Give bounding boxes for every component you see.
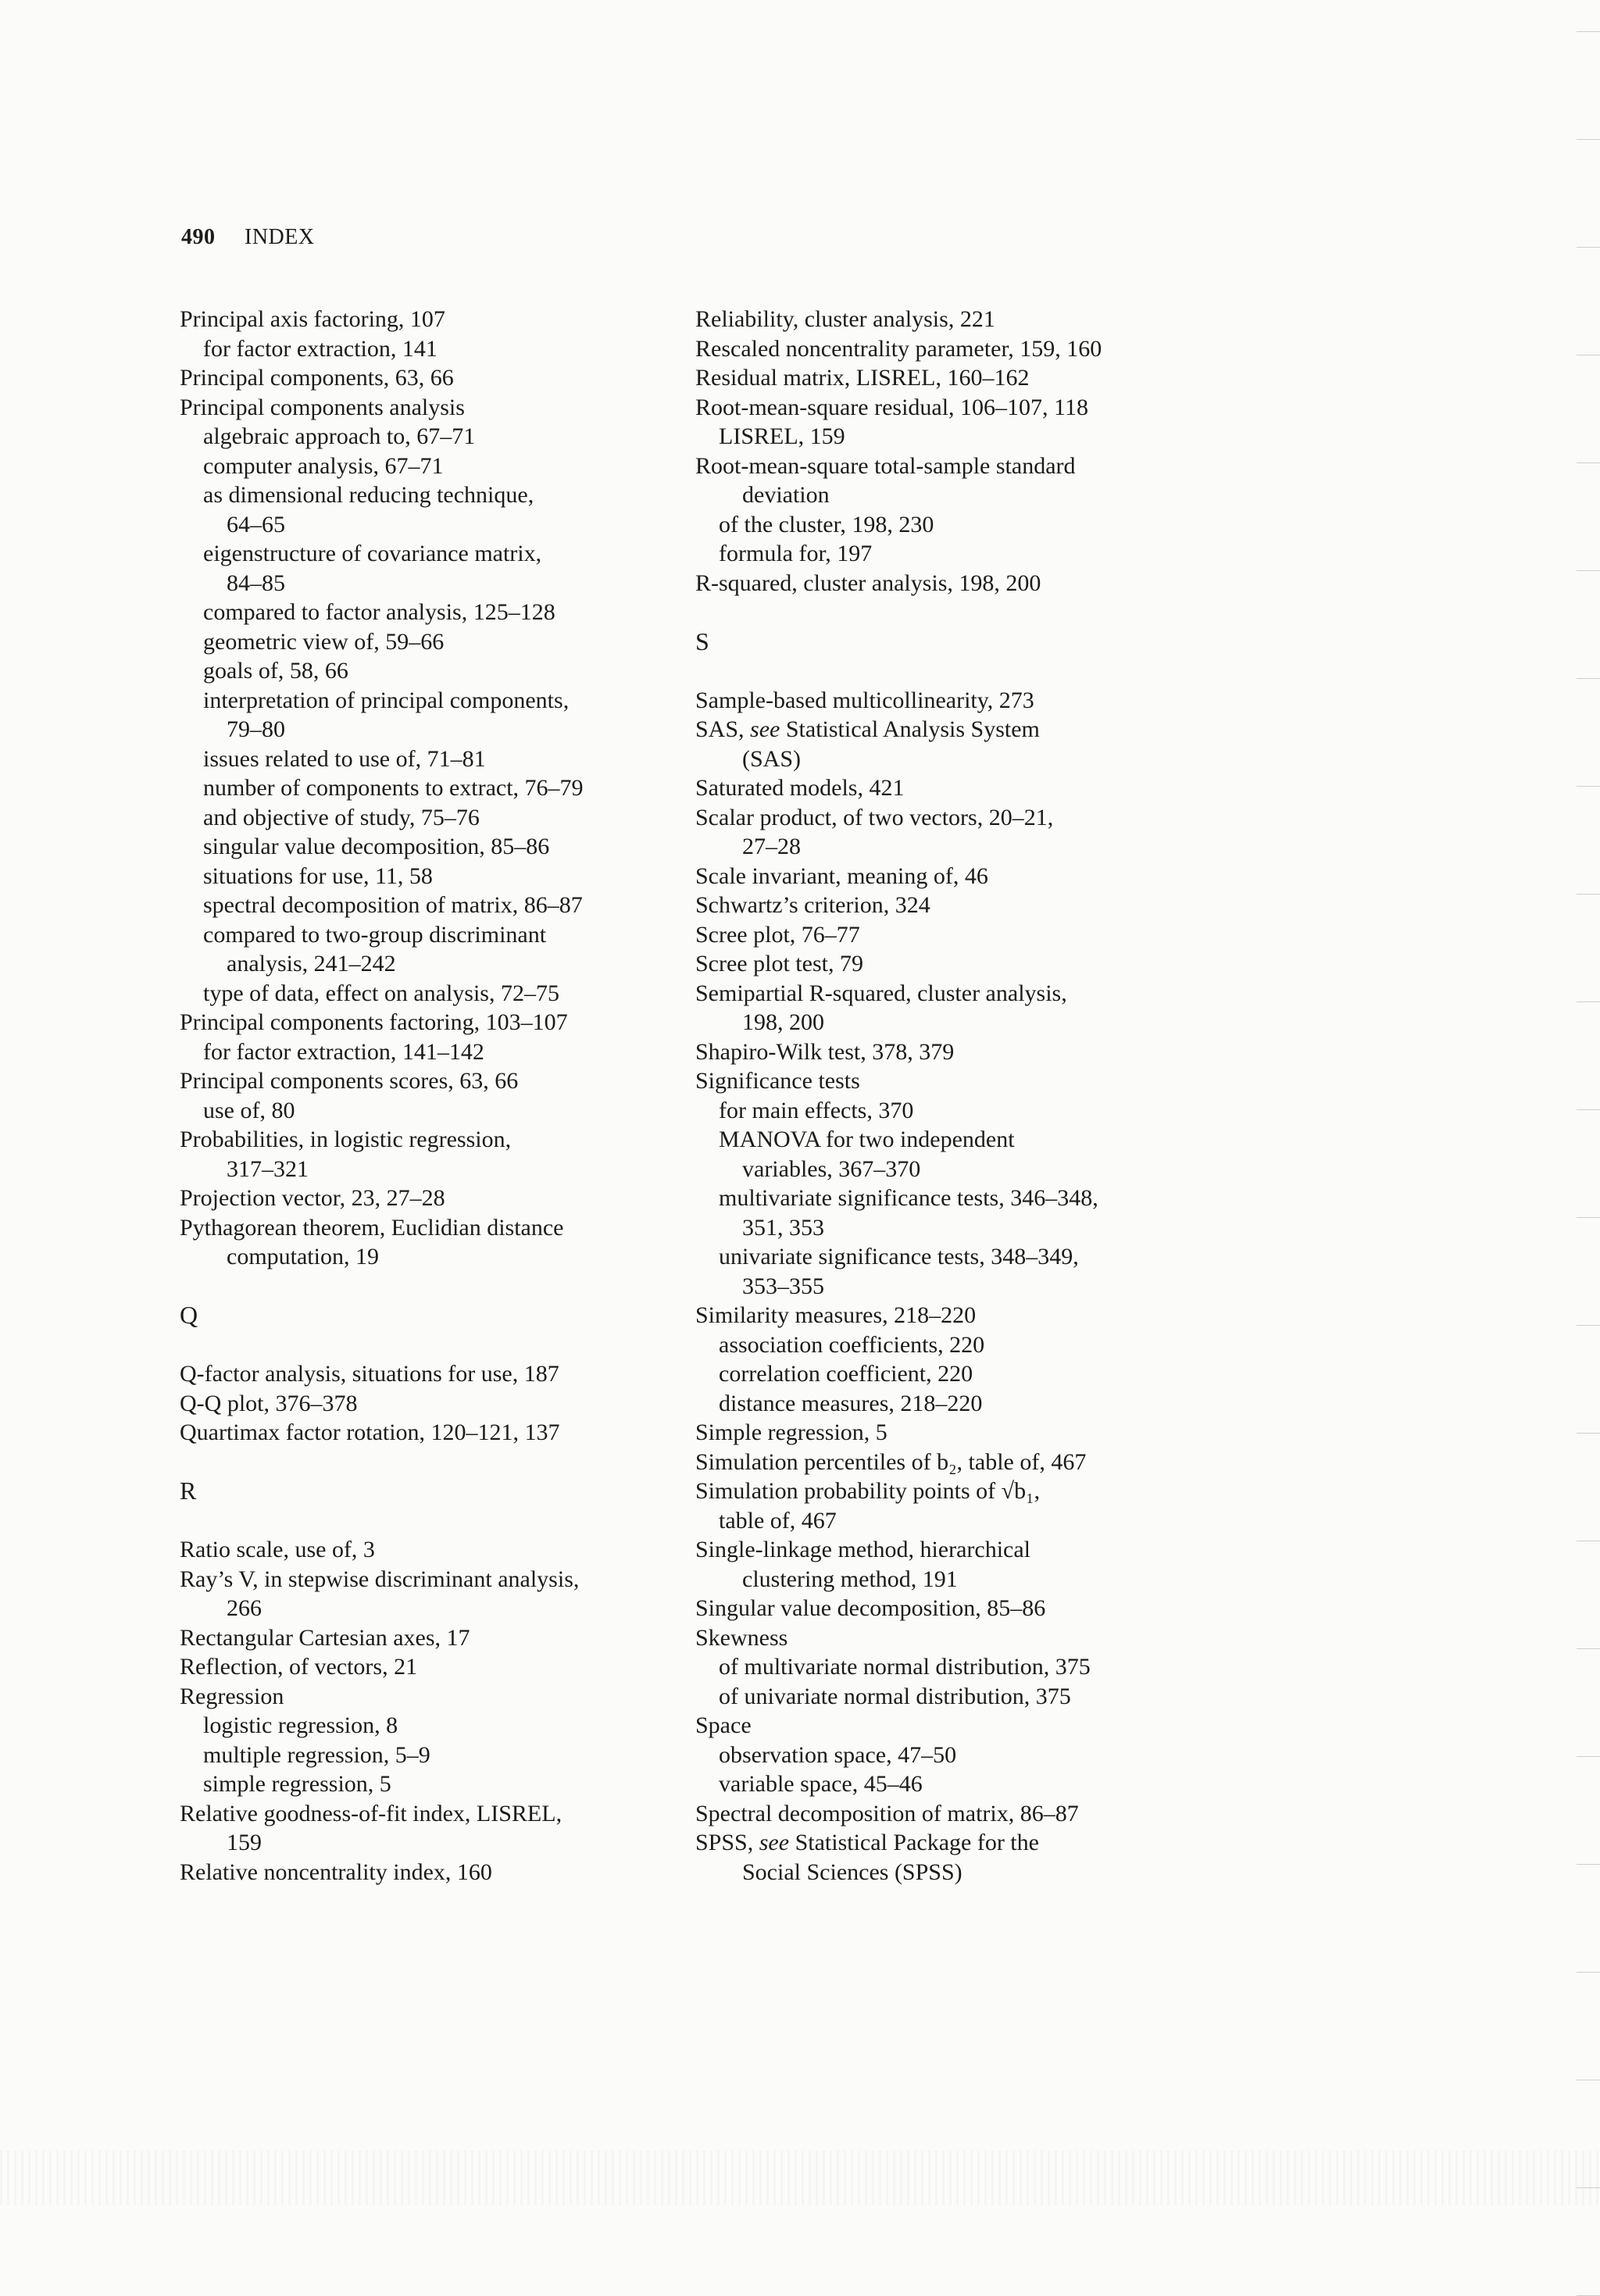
index-entry: Principal components scores, 63, 66	[180, 1068, 519, 1094]
index-subentry: use of, 80	[203, 1097, 295, 1123]
index-subentry: goals of, 58, 66	[203, 658, 348, 684]
index-subentry: for factor extraction, 141–142	[203, 1038, 484, 1065]
section-letter: S	[695, 627, 709, 655]
edge-tick	[1577, 1972, 1600, 1973]
index-subentry: as dimensional reducing technique,	[203, 482, 534, 508]
spacer	[180, 1272, 680, 1302]
index-subentry: multivariate significance tests, 346–348,	[719, 1185, 1098, 1211]
index-entry: Similarity measures, 218–220	[695, 1302, 977, 1328]
edge-tick	[1577, 570, 1600, 571]
index-entry: Sample-based multicollinearity, 273	[695, 687, 1034, 713]
entry-text: SAS,	[695, 716, 751, 742]
edge-tick	[1577, 139, 1600, 140]
page-number: 490	[181, 225, 216, 249]
index-entry: Regression	[180, 1683, 284, 1709]
index-subentry: analysis, 241–242	[227, 951, 396, 977]
edge-tick	[1577, 1864, 1600, 1865]
index-entry: Relative goodness-of-fit index, LISREL,	[180, 1800, 562, 1826]
index-entry: Ray’s V, in stepwise discriminant analysis,	[180, 1566, 580, 1592]
index-subentry: 79–80	[227, 716, 285, 742]
index-entry: Root-mean-square total-sample standard	[695, 452, 1076, 479]
index-subentry: LISREL, 159	[719, 423, 845, 449]
index-subentry: situations for use, 11, 58	[203, 862, 433, 889]
edge-tick	[1577, 786, 1600, 787]
index-entry: Q-factor analysis, situations for use, 187	[180, 1361, 559, 1387]
running-title: INDEX	[245, 225, 315, 249]
entry-text: Statistical Analysis System	[780, 716, 1040, 742]
index-subentry: correlation coefficient, 220	[719, 1361, 973, 1387]
index-subentry: 27–28	[742, 834, 801, 859]
index-subentry: univariate significance tests, 348–349,	[719, 1244, 1079, 1269]
index-entry: Semipartial R-squared, cluster analysis,	[695, 980, 1067, 1006]
index-entry: Scree plot test, 79	[695, 951, 863, 977]
index-entry: Projection vector, 23, 27–28	[180, 1185, 445, 1211]
index-subentry: interpretation of principal components,	[203, 687, 570, 713]
index-entry: Singular value decomposition, 85–86	[695, 1595, 1046, 1621]
index-subentry: 159	[227, 1830, 262, 1855]
index-subentry: MANOVA for two independent	[719, 1127, 1015, 1152]
index-entry: Reflection, of vectors, 21	[180, 1654, 418, 1680]
index-entry: Reliability, cluster analysis, 221	[695, 306, 995, 332]
index-column-left	[180, 305, 680, 1887]
edge-tick	[1577, 31, 1600, 32]
index-entry	[695, 1828, 1258, 1858]
spacer	[180, 1330, 680, 1360]
index-entry	[695, 715, 1258, 745]
index-entry: Q-Q plot, 376–378	[180, 1390, 358, 1416]
edge-tick	[1577, 678, 1600, 679]
index-entry: Principal components analysis	[180, 394, 465, 420]
index-entry: Quartimax factor rotation, 120–121, 137	[180, 1419, 560, 1445]
section-letter: R	[180, 1477, 197, 1505]
index-entry: Spectral decomposition of matrix, 86–87	[695, 1800, 1079, 1826]
entry-text: Statistical Package for the	[789, 1830, 1039, 1855]
index-entry: Principal components, 63, 66	[180, 365, 454, 391]
spacer	[180, 1448, 680, 1477]
index-subentry: of multivariate normal distribution, 375	[719, 1654, 1091, 1680]
index-subentry: of the cluster, 198, 230	[719, 511, 934, 537]
index-entry: Probabilities, in logistic regression,	[180, 1127, 512, 1152]
index-entry: Principal axis factoring, 107	[180, 306, 445, 332]
index-entry: Residual matrix, LISREL, 160–162	[695, 365, 1030, 391]
index-entry: Rectangular Cartesian axes, 17	[180, 1624, 470, 1651]
edge-tick	[1577, 1433, 1600, 1434]
index-entry: Scree plot, 76–77	[695, 921, 860, 948]
index-subentry: observation space, 47–50	[719, 1741, 957, 1768]
index-subentry: multiple regression, 5–9	[203, 1741, 430, 1768]
edge-tick	[1577, 1756, 1600, 1757]
index-subentry: 198, 200	[742, 1009, 824, 1035]
index-entry: Rescaled noncentrality parameter, 159, 160	[695, 335, 1102, 362]
section-letter: Q	[180, 1301, 198, 1329]
index-entry: Root-mean-square residual, 106–107, 118	[695, 394, 1088, 420]
index-subentry: 266	[227, 1595, 262, 1621]
spacer	[695, 656, 1258, 686]
edge-tick	[1577, 1325, 1600, 1326]
edge-tick	[1577, 2187, 1600, 2188]
index-entry: Schwartz’s criterion, 324	[695, 892, 930, 918]
index-subentry: type of data, effect on analysis, 72–75	[203, 980, 559, 1006]
edge-tick	[1577, 247, 1600, 248]
edge-tick	[1577, 1109, 1600, 1110]
index-subentry: and objective of study, 75–76	[203, 804, 480, 830]
index-subentry: eigenstructure of covariance matrix,	[203, 541, 542, 566]
spacer	[695, 598, 1258, 627]
index-entry: Simulation percentiles of b₂, table of, 467	[695, 1448, 1087, 1475]
index-entry: Significance tests	[695, 1068, 860, 1094]
index-entry: Shapiro-Wilk test, 378, 379	[695, 1038, 955, 1065]
index-subentry: number of components to extract, 76–79	[203, 775, 584, 801]
edge-tick	[1577, 1217, 1600, 1218]
edge-tick	[1577, 462, 1600, 463]
index-subentry: geometric view of, 59–66	[203, 628, 445, 655]
index-entry: Single-linkage method, hierarchical	[695, 1537, 1031, 1562]
index-subentry: for main effects, 370	[719, 1097, 914, 1123]
index-subentry: formula for, 197	[719, 541, 873, 566]
scan-noise-strip	[0, 2151, 1600, 2205]
index-subentry: simple regression, 5	[203, 1771, 391, 1797]
index-subentry: 64–65	[227, 511, 285, 537]
index-entry: Simple regression, 5	[695, 1419, 888, 1445]
index-subentry: variable space, 45–46	[719, 1771, 923, 1797]
see-reference: see	[750, 716, 780, 742]
index-column-right	[695, 305, 1258, 1887]
index-entry: Space	[695, 1712, 752, 1738]
index-entry: Scalar product, of two vectors, 20–21,	[695, 804, 1054, 830]
index-entry: Relative noncentrality index, 160	[180, 1859, 492, 1885]
spacer	[180, 1506, 680, 1536]
index-subentry: computer analysis, 67–71	[203, 452, 444, 479]
index-subentry: variables, 367–370	[742, 1155, 921, 1182]
index-entry: R-squared, cluster analysis, 198, 200	[695, 570, 1041, 596]
entry-text: SPSS,	[695, 1830, 759, 1855]
see-reference: see	[759, 1830, 790, 1855]
index-subentry: of univariate normal distribution, 375	[719, 1683, 1071, 1709]
index-subentry: algebraic approach to, 67–71	[203, 423, 476, 449]
index-subentry: (SAS)	[742, 745, 802, 772]
index-subentry: table of, 467	[719, 1507, 837, 1534]
index-subentry: logistic regression, 8	[203, 1712, 398, 1738]
index-subentry: 353–355	[742, 1273, 824, 1299]
index-entry: Saturated models, 421	[695, 775, 905, 801]
index-entry: Ratio scale, use of, 3	[180, 1537, 375, 1562]
index-subentry: 351, 353	[742, 1214, 824, 1241]
index-subentry: 317–321	[227, 1155, 309, 1182]
index-entry: Principal components factoring, 103–107	[180, 1009, 568, 1035]
index-subentry: Social Sciences (SPSS)	[742, 1859, 962, 1885]
index-entry: Scale invariant, meaning of, 46	[695, 862, 988, 889]
running-header	[181, 225, 315, 250]
index-subentry: for factor extraction, 141	[203, 335, 438, 362]
index-subentry: clustering method, 191	[742, 1566, 958, 1592]
index-subentry: distance measures, 218–220	[719, 1390, 983, 1416]
index-entry: Simulation probability points of √b₁,	[695, 1478, 1041, 1504]
index-entry: Skewness	[695, 1624, 788, 1651]
index-subentry: compared to factor analysis, 125–128	[203, 599, 555, 625]
index-subentry: issues related to use of, 71–81	[203, 745, 486, 772]
index-subentry: spectral decomposition of matrix, 86–87	[203, 892, 583, 918]
index-subentry: deviation	[742, 482, 830, 508]
index-subentry: compared to two-group discriminant	[203, 921, 547, 948]
index-subentry: association coefficients, 220	[719, 1331, 985, 1358]
index-subentry: singular value decomposition, 85–86	[203, 834, 550, 859]
index-subentry: 84–85	[227, 570, 285, 596]
edge-tick	[1577, 1648, 1600, 1649]
index-subentry: computation, 19	[227, 1244, 379, 1269]
index-entry: Pythagorean theorem, Euclidian distance	[180, 1214, 564, 1241]
